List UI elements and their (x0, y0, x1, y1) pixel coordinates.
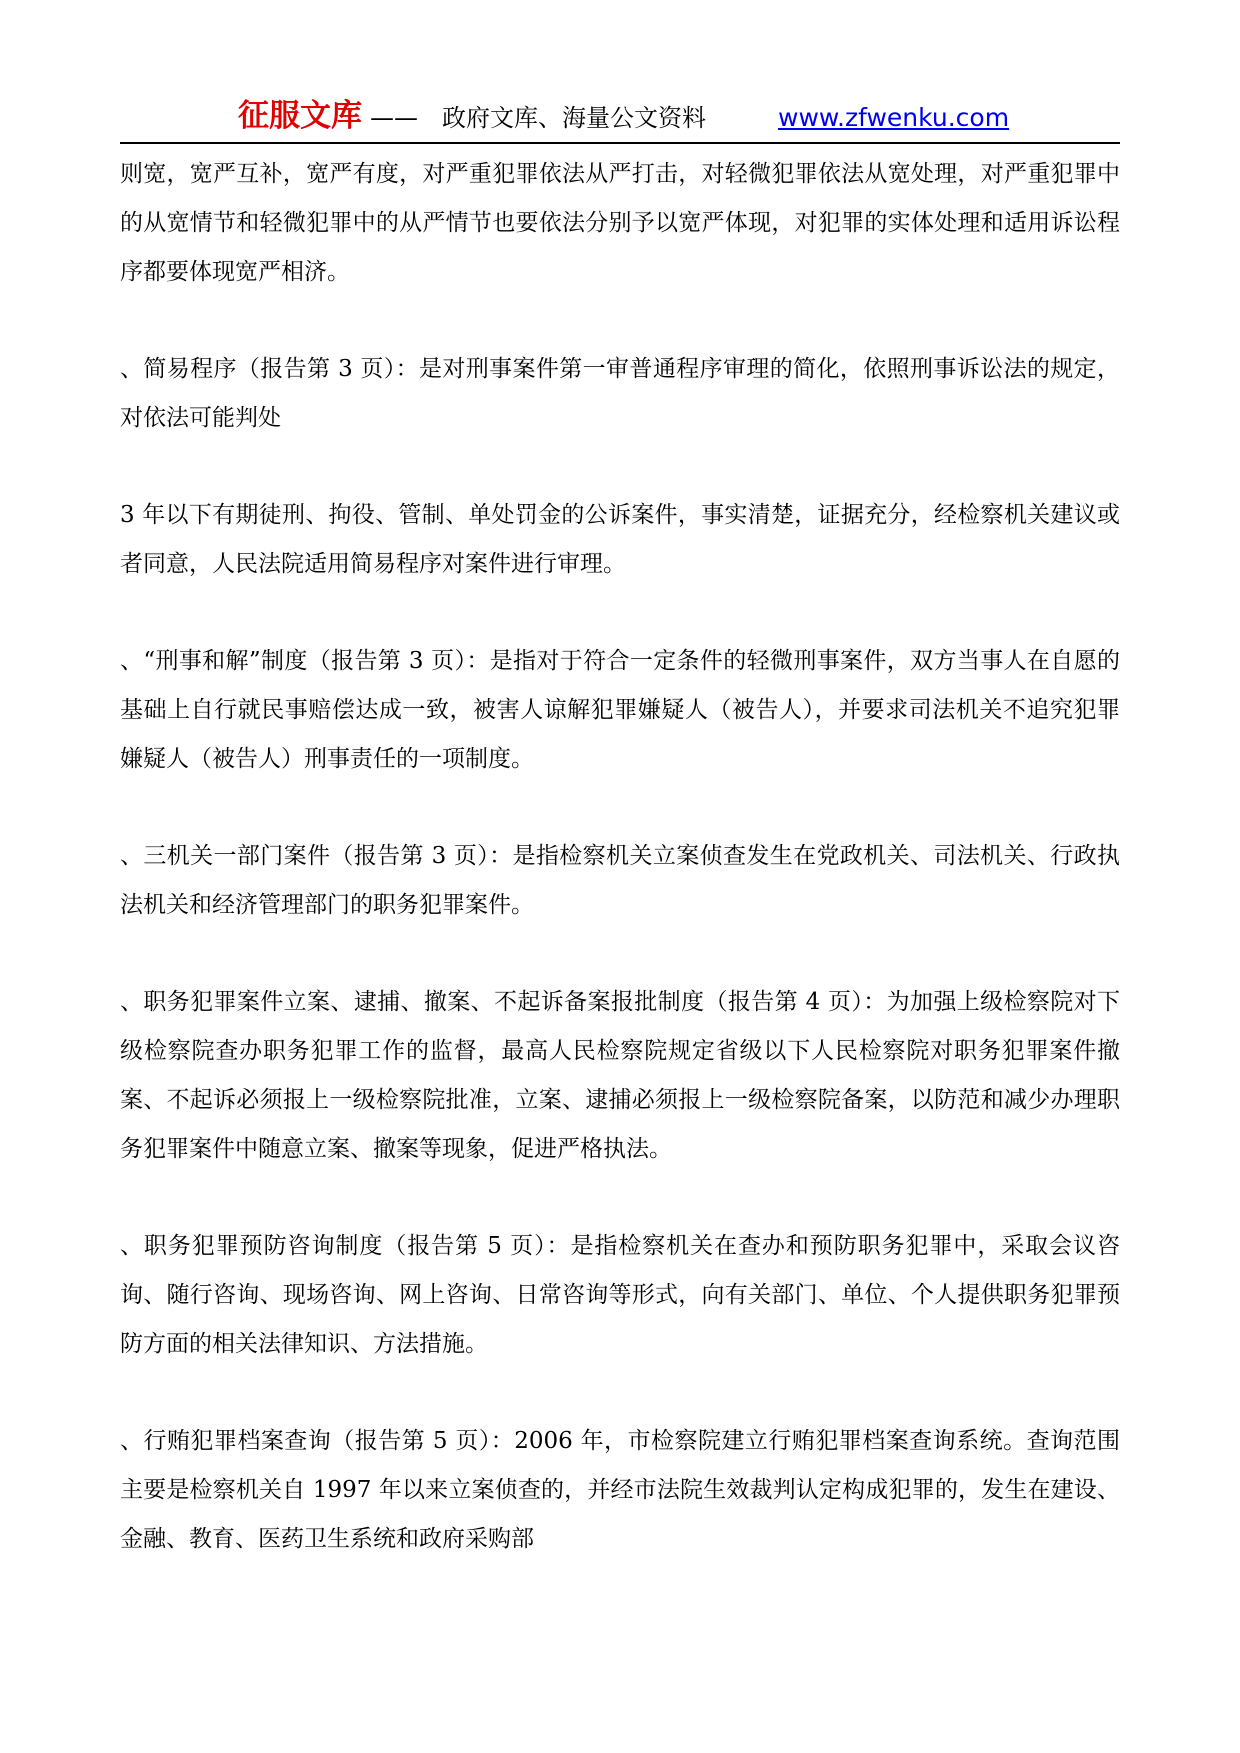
paragraph: 则宽，宽严互补，宽严有度，对严重犯罪依法从严打击，对轻微犯罪依法从宽处理，对严重犯罪中的从宽情节和轻微犯罪中的从严情节也要依法分别予以宽严体现，对犯罪的实体处理和适用诉讼程序都要体现宽严相济。 (120, 161, 1120, 285)
paragraph: 、职务犯罪预防咨询制度（报告第 5 页）：是指检察机关在查办和预防职务犯罪中，采取会议咨询、随行咨询、现场咨询、网上咨询、日常咨询等形式，向有关部门、单位、个人提供职务犯罪预防方面的相关法律知识、方法措施。 (120, 1233, 1120, 1357)
header-tagline: 政府文库、海量公文资料 (442, 104, 706, 132)
paragraph: 、三机关一部门案件（报告第 3 页）：是指检察机关立案侦查发生在党政机关、司法机关、行政执法机关和经济管理部门的职务犯罪案件。 (120, 843, 1120, 918)
document-body (120, 150, 1120, 1612)
page-header (120, 96, 1120, 144)
website-link[interactable]: www.zfwenku.com (778, 103, 1010, 132)
paragraph: 、“刑事和解”制度（报告第 3 页）：是指对于符合一定条件的轻微刑事案件，双方当事人在自愿的基础上自行就民事赔偿达成一致，被害人谅解犯罪嫌疑人（被告人），并要求司法机关不追究犯罪嫌疑人（被告人）刑事责任的一项制度。 (120, 648, 1120, 772)
header-dash: —— (370, 104, 418, 132)
paragraph: 、职务犯罪案件立案、逮捕、撤案、不起诉备案报批制度（报告第 4 页）：为加强上级检察院对下级检察院查办职务犯罪工作的监督，最高人民检察院规定省级以下人民检察院对职务犯罪案件撤案、不起诉必须报上一级检察院批准，立案、逮捕必须报上一级检察院备案，以防范和减少办理职务犯罪案件中随意立案、撤案等现象，促进严格执法。 (120, 989, 1120, 1162)
paragraph: 3 年以下有期徒刑、拘役、管制、单处罚金的公诉案件，事实清楚，证据充分，经检察机关建议或者同意，人民法院适用简易程序对案件进行审理。 (120, 502, 1120, 577)
paragraph: 、行贿犯罪档案查询（报告第 5 页）：2006 年，市检察院建立行贿犯罪档案查询系统。查询范围主要是检察机关自 1997 年以来立案侦查的，并经市法院生效裁判认定构成犯罪的，发生在建设、金融、教育、医药卫生系统和政府采购部 (120, 1428, 1120, 1552)
brand-logo-text: 征服文库 (238, 98, 362, 134)
paragraph: 、简易程序（报告第 3 页）：是对刑事案件第一审普通程序审理的简化，依照刑事诉讼法的规定，对依法可能判处 (120, 356, 1120, 431)
